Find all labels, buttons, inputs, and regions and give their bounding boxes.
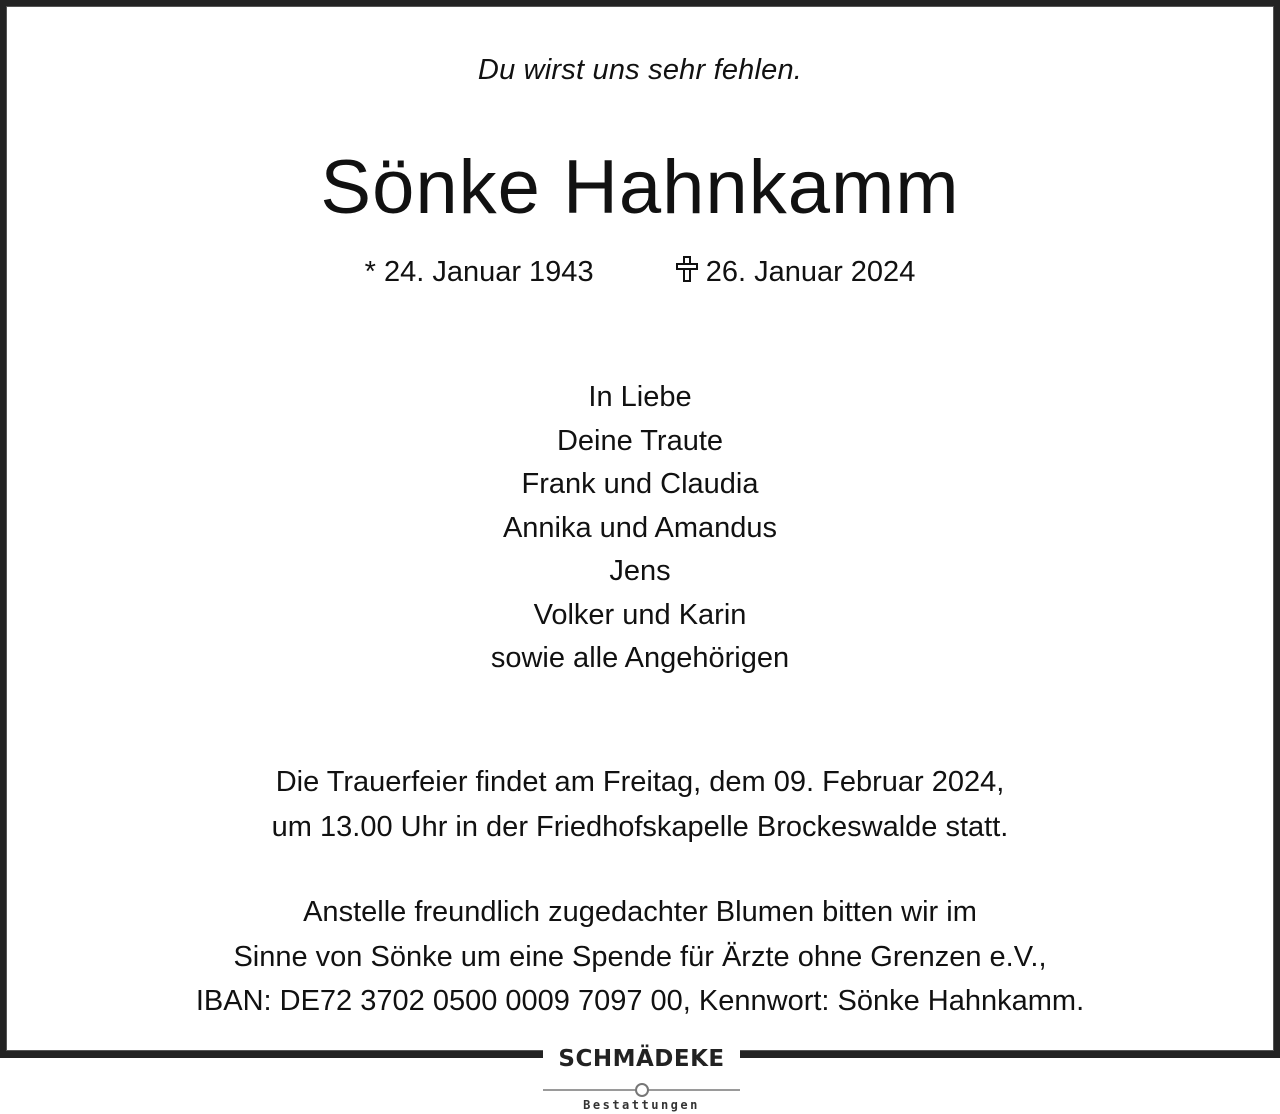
- mourner-line: Frank und Claudia: [521, 468, 759, 500]
- life-dates: [0, 256, 1280, 289]
- logo-name: SCHMÄDEKE: [558, 1046, 725, 1072]
- birth-star-icon: *: [364, 256, 376, 288]
- deceased-name: Sönke Hahnkamm: [320, 145, 960, 230]
- ceremony-line: um 13.00 Uhr in der Friedhofskapelle Brockeswalde statt.: [271, 811, 1009, 843]
- donation-info: [0, 890, 1280, 1024]
- donation-line: Anstelle freundlich zugedachter Blumen bitten wir im: [303, 896, 977, 928]
- death-date-group: [676, 256, 916, 289]
- death-date: 26. Januar 2024: [705, 256, 916, 288]
- mourners-list: [0, 376, 1280, 681]
- mourner-line: Jens: [609, 555, 671, 587]
- mourner-line: Deine Traute: [556, 424, 724, 457]
- birth-date-group: [365, 256, 594, 289]
- cross-icon: [676, 256, 698, 284]
- mourner-line: sowie alle Angehörigen: [490, 642, 790, 674]
- ring-icon: [635, 1083, 649, 1097]
- mourner-line: Volker und Karin: [533, 598, 747, 631]
- donation-line: IBAN: DE72 3702 0500 0009 7097 00, Kennwort: Sönke Hahnkamm.: [195, 985, 1085, 1017]
- logo-subtitle: Bestattungen: [583, 1098, 700, 1112]
- funeral-home-logo: [543, 1038, 740, 1114]
- mourner-line: In Liebe: [588, 381, 692, 413]
- mourner-line: Annika und Amandus: [502, 511, 778, 544]
- birth-date: 24. Januar 1943: [383, 256, 594, 288]
- ceremony-line: Die Trauerfeier findet am Freitag, dem 09. Februar 2024,: [275, 766, 1005, 798]
- ceremony-info: [0, 760, 1280, 850]
- motto: Du wirst uns sehr fehlen.: [477, 54, 803, 86]
- donation-line: Sinne von Sönke um eine Spende für Ärzte ohne Grenzen e.V.,: [233, 940, 1047, 973]
